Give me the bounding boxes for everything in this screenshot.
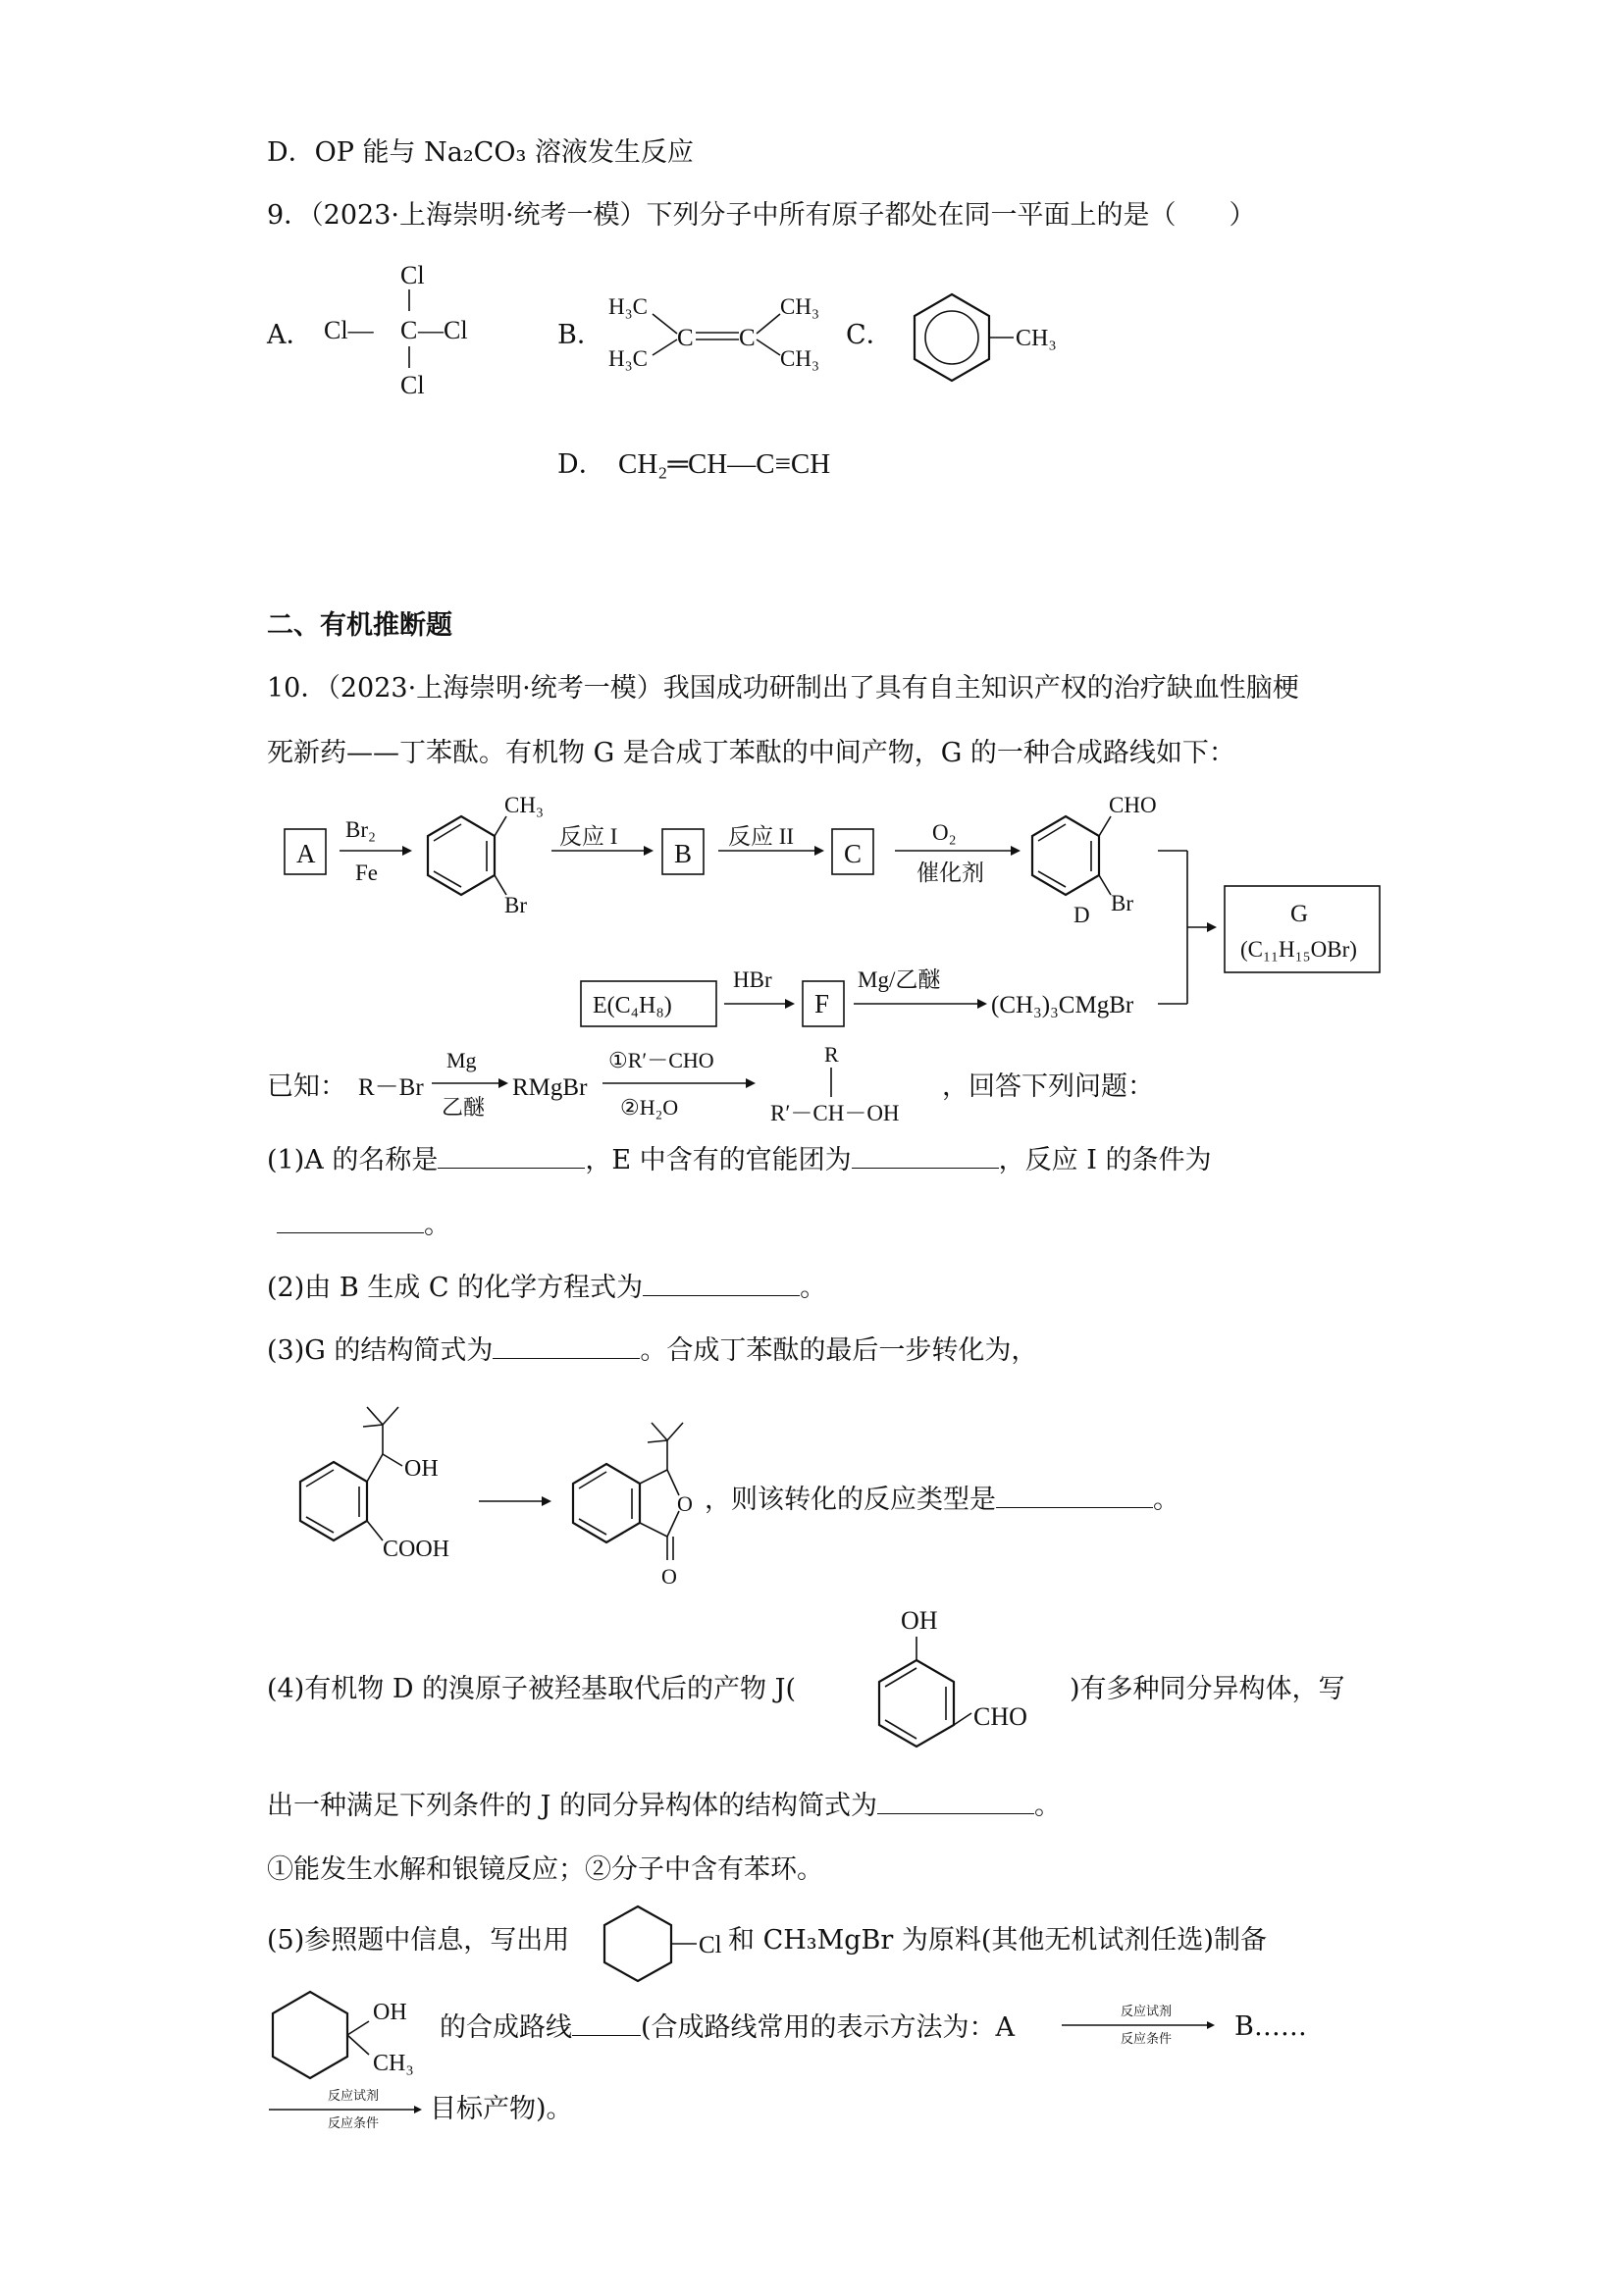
svg-text:CH₃: CH₃: [373, 2051, 414, 2076]
q9-option-d-formula: CH₂═CH—C≡CH: [618, 448, 831, 480]
svg-text:RMgBr: RMgBr: [512, 1074, 588, 1101]
svg-text:CH₃: CH₃: [504, 793, 544, 817]
q10-part2-line: (2)由 B 生成 C 的化学方程式为 。: [267, 1273, 827, 1303]
q10-part3-line: (3)G 的结构简式为 。合成丁苯酞的最后一步转化为，: [267, 1335, 1038, 1366]
svg-text:乙醚: 乙醚: [442, 1095, 486, 1120]
left-ring: [300, 1462, 367, 1540]
svg-text:②H₂O: ②H₂O: [620, 1095, 679, 1120]
svg-text:O₂: O₂: [932, 820, 957, 845]
svg-text:(CH₃)₃CMgBr: (CH₃)₃CMgBr: [991, 992, 1134, 1018]
svg-text:Cl: Cl: [699, 1932, 722, 1958]
b-ch3-bottom: CH₃: [780, 346, 819, 371]
svg-text:反应试剂: 反应试剂: [1121, 2004, 1173, 2018]
q10-part5-line1-end: 和 CH₃MgBr 为原料(其他无机试剂任选)制备: [728, 1925, 1267, 1956]
answer-blank-a-name[interactable]: [438, 1144, 585, 1169]
q9-option-b-label: B．: [557, 320, 603, 350]
q10-part5-line1-start: (5)参照题中信息，写出用: [267, 1925, 570, 1956]
q9-option-c-label: C．: [846, 320, 893, 350]
svg-text:COOH: COOH: [383, 1537, 450, 1562]
svg-text:B: B: [674, 839, 693, 868]
section-title: 二、有机推断题: [267, 610, 452, 641]
j-ring: [879, 1660, 954, 1747]
svg-text:D: D: [1073, 903, 1090, 927]
svg-text:C: C: [844, 839, 863, 868]
b-ch3-top: CH₃: [780, 294, 819, 319]
bromotoluene-ring: [428, 816, 495, 895]
q9-option-c-toluene: [888, 285, 1084, 392]
chlorocyclohexane: [589, 1902, 726, 1990]
q10-part4-line1: (4)有机物 D 的溴原子被羟基取代后的产物 J(: [267, 1674, 796, 1704]
q10-stem-line1: 10．（2023·上海崇明·统考一模）我国成功研制出了具有自主知识产权的治疗缺血性脑梗: [267, 673, 1299, 704]
answer-blank-e-group[interactable]: [852, 1144, 999, 1169]
svg-text:A: A: [296, 839, 316, 868]
answer-blank-b-to-c-equation[interactable]: [643, 1272, 800, 1296]
svg-text:G: G: [1290, 901, 1309, 927]
svg-text:O: O: [661, 1564, 677, 1589]
svg-text:Mg/乙醚: Mg/乙醚: [858, 967, 941, 992]
svg-text:OH: OH: [901, 1606, 938, 1635]
svg-text:反应条件: 反应条件: [328, 2115, 380, 2130]
svg-text:OH: OH: [373, 2000, 407, 2025]
q9-option-b-structure: [603, 285, 849, 392]
svg-text:CHO: CHO: [973, 1702, 1027, 1731]
svg-text:OH: OH: [404, 1456, 439, 1482]
q10-part1-line: (1)A 的名称是 ，E 中含有的官能团为 ，反应 I 的条件为: [267, 1145, 1212, 1175]
compound-d-ring: [1032, 816, 1099, 895]
cl-left: Cl—: [324, 316, 374, 344]
q10-part4-line2: 出一种满足下列条件的 J 的同分异构体的结构简式为 。: [267, 1791, 1061, 1821]
q10-part4-line1-tail: )有多种同分异构体，写: [1070, 1674, 1345, 1704]
answer-blank-g-structure[interactable]: [493, 1334, 640, 1359]
svg-text:反应 I: 反应 I: [559, 824, 618, 849]
answer-blank-isomer[interactable]: [877, 1790, 1034, 1814]
c-center: C: [400, 316, 418, 344]
svg-text:已知：: 已知：: [267, 1071, 346, 1101]
q8-option-d: D．OP 能与 Na₂CO₃ 溶液发生反应: [267, 137, 694, 168]
svg-text:CHO: CHO: [1109, 793, 1157, 817]
q10-part5-line3: 目标产物)。: [430, 2094, 573, 2124]
svg-text:反应 II: 反应 II: [728, 824, 795, 849]
q9-option-a-structure: [314, 260, 491, 417]
svg-text:HBr: HBr: [733, 967, 772, 992]
svg-text:反应条件: 反应条件: [1121, 2031, 1173, 2046]
right-ring: [573, 1464, 640, 1542]
b-c2: C: [739, 325, 756, 351]
svg-text:R′－CH－OH: R′－CH－OH: [770, 1101, 900, 1125]
answer-blank-reaction-type[interactable]: [996, 1484, 1153, 1508]
route-arrow-1: [1060, 2002, 1246, 2051]
answer-blank-synthesis-route[interactable]: [572, 2011, 641, 2036]
c-ch3: CH₃: [1016, 326, 1057, 351]
svg-text:Fe: Fe: [355, 861, 378, 885]
q10-part3-tail: ，则该转化的反应类型是 。: [705, 1485, 1179, 1515]
svg-text:E(C₄H₈): E(C₄H₈): [593, 993, 672, 1018]
svg-text:R－Br: R－Br: [358, 1074, 424, 1101]
answer-blank-reaction1-condition[interactable]: [277, 1209, 424, 1233]
svg-text:Mg: Mg: [446, 1048, 477, 1072]
target-1-methylcyclohexanol: [265, 1974, 451, 2082]
svg-text:，回答下列问题：: ，回答下列问题：: [942, 1071, 1154, 1101]
b-c1: C: [677, 325, 694, 351]
cl-right: —Cl: [418, 316, 468, 344]
svg-text:R: R: [824, 1042, 839, 1067]
svg-text:催化剂: 催化剂: [916, 861, 984, 885]
route-arrow-2: [267, 2086, 453, 2135]
synthesis-scheme: [265, 785, 1423, 1040]
svg-text:Br: Br: [504, 893, 527, 917]
q9-stem: 9．（2023·上海崇明·统考一模）下列分子中所有原子都处在同一平面上的是（ ）: [267, 200, 1256, 231]
svg-text:O: O: [677, 1491, 693, 1516]
q10-part5-line2-b: B……: [1234, 2011, 1307, 2042]
svg-text:Br₂: Br₂: [345, 817, 377, 842]
cl-top: Cl: [400, 261, 425, 289]
svg-text:(C₁₁H₁₅OBr): (C₁₁H₁₅OBr): [1240, 937, 1357, 962]
q10-part1-line2: 。: [277, 1209, 450, 1241]
b-h3c-bottom: H₃C: [608, 346, 648, 371]
svg-text:Br: Br: [1111, 891, 1133, 915]
svg-text:反应试剂: 反应试剂: [328, 2088, 380, 2103]
cl-bottom: Cl: [400, 371, 425, 399]
b-h3c-top: H₃C: [608, 294, 648, 319]
svg-text:F: F: [814, 989, 830, 1018]
q10-part5-line2: 的合成路线 (合成路线常用的表示方法为：A: [440, 2012, 1016, 2043]
q9-option-a-label: A．: [267, 320, 313, 350]
q9-option-d-label: D．: [557, 449, 605, 480]
q10-part4-conditions: ①能发生水解和银镜反应；②分子中含有苯环。: [267, 1854, 823, 1885]
known-reaction: [265, 1040, 1393, 1148]
q10-stem-line2: 死新药——丁苯酞。有机物 G 是合成丁苯酞的中间产物，G 的一种合成路线如下：: [267, 738, 1235, 768]
svg-text:①R′－CHO: ①R′－CHO: [608, 1048, 714, 1072]
compound-j-salicylaldehyde: [834, 1599, 1070, 1776]
